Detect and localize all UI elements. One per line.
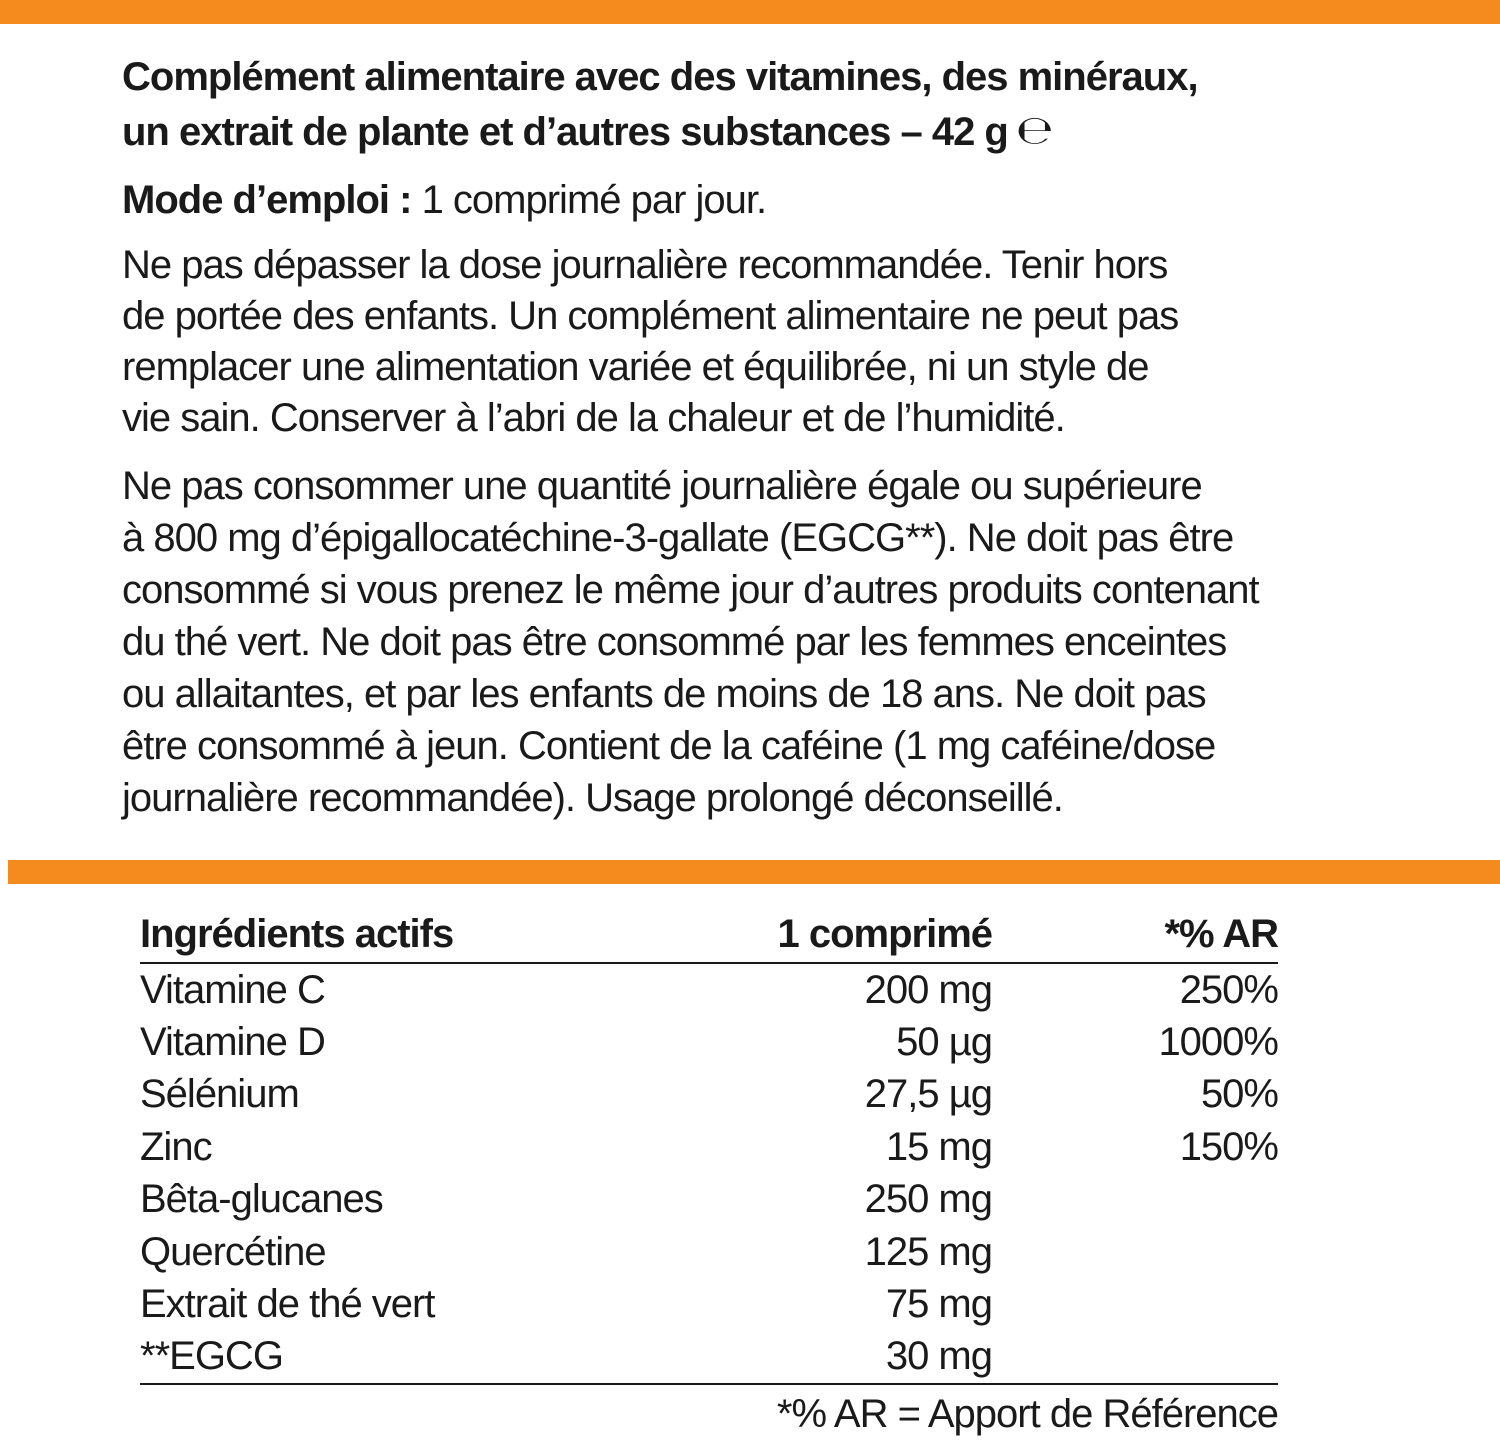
ingredient-amount: 30 mg [700, 1331, 992, 1384]
ingredient-percent: 150% [1179, 1124, 1278, 1169]
ingredients-table [140, 906, 1278, 1385]
header-ingredient: Ingrédients actifs [140, 906, 700, 963]
warning-2-line: Ne pas consommer une quantité journalière égale ou supérieure [122, 464, 1202, 508]
table-row [140, 1069, 1278, 1121]
estimated-sign-icon: ℮ [1015, 107, 1053, 154]
usage-label: Mode d’emploi : [122, 178, 412, 222]
header-per-tablet: 1 comprimé [700, 906, 992, 963]
table-row [140, 1278, 1278, 1330]
ingredient-percent: 50% [1200, 1072, 1278, 1117]
orange-divider-top [0, 0, 1500, 24]
ingredient-amount: 125 mg [864, 1229, 992, 1274]
ingredient-name: Quercétine [140, 1229, 326, 1274]
ingredient-percent [992, 1331, 1278, 1384]
header-reference-intake: *% AR [992, 906, 1278, 963]
title-line-1: Complément alimentaire avec des vitamines, des minéraux, [122, 55, 1198, 99]
ingredient-amount: 75 mg [885, 1282, 992, 1327]
title-line-2-text: un extrait de plante et d’autres substances – 42 g [122, 110, 1008, 154]
ingredient-amount: 250 mg [864, 1177, 992, 1222]
usage-instructions [122, 174, 1392, 226]
ingredient-name: **EGCG [140, 1331, 700, 1384]
ingredient-percent [992, 1226, 1278, 1278]
ingredient-name: Vitamine D [140, 1020, 325, 1065]
warning-2-line: à 800 mg d’épigallocatéchine-3-gallate (EGCG**). Ne doit pas être [122, 516, 1234, 560]
product-title [122, 50, 1392, 159]
warning-paragraph-1 [122, 240, 1392, 444]
title-line-2 [122, 104, 1392, 159]
orange-divider-middle [8, 860, 1500, 884]
ingredient-amount: 15 mg [885, 1124, 992, 1169]
warning-1-line: Ne pas dépasser la dose journalière recommandée. Tenir hors [122, 243, 1168, 287]
ingredient-amount: 200 mg [864, 967, 992, 1012]
usage-text: 1 comprimé par jour. [421, 178, 767, 222]
warning-2-line: journalière recommandée). Usage prolongé déconseillé. [122, 776, 1063, 820]
warning-2-line: ou allaitantes, et par les enfants de moins de 18 ans. Ne doit pas [122, 672, 1206, 716]
warning-1-line: remplacer une alimentation variée et équilibrée, ni un style de [122, 345, 1149, 389]
warning-2-line: du thé vert. Ne doit pas être consommé par les femmes enceintes [122, 620, 1227, 664]
ingredient-amount: 50 µg [896, 1020, 992, 1065]
warning-2-line: être consommé à jeun. Contient de la caféine (1 mg caféine/dose [122, 724, 1216, 768]
table-row [140, 1174, 1278, 1226]
ingredient-name: Extrait de thé vert [140, 1282, 435, 1327]
reference-intake-footnote: *% AR = Apport de Référence [776, 1392, 1278, 1436]
table-row [140, 1331, 1278, 1384]
ingredient-amount: 27,5 µg [864, 1072, 992, 1117]
warning-1-line: de portée des enfants. Un complément alimentaire ne peut pas [122, 294, 1179, 338]
ingredient-percent: 1000% [1158, 1020, 1278, 1065]
table-header-row [140, 906, 1278, 963]
ingredient-percent: 250% [1179, 967, 1278, 1012]
ingredient-percent [992, 1174, 1278, 1226]
warning-paragraph-2 [122, 460, 1392, 824]
ingredient-name: Bêta-glucanes [140, 1177, 383, 1222]
warning-2-line: consommé si vous prenez le même jour d’autres produits contenant [122, 568, 1259, 612]
table-row [140, 963, 1278, 1016]
warning-1-line: vie sain. Conserver à l’abri de la chaleur et de l’humidité. [122, 396, 1065, 440]
ingredient-percent [992, 1278, 1278, 1330]
table-row [140, 1016, 1278, 1068]
table-row [140, 1226, 1278, 1278]
ingredient-name: Sélénium [140, 1072, 299, 1117]
ingredient-name: Zinc [140, 1124, 212, 1169]
table-row [140, 1121, 1278, 1173]
ingredient-name: Vitamine C [140, 967, 325, 1012]
